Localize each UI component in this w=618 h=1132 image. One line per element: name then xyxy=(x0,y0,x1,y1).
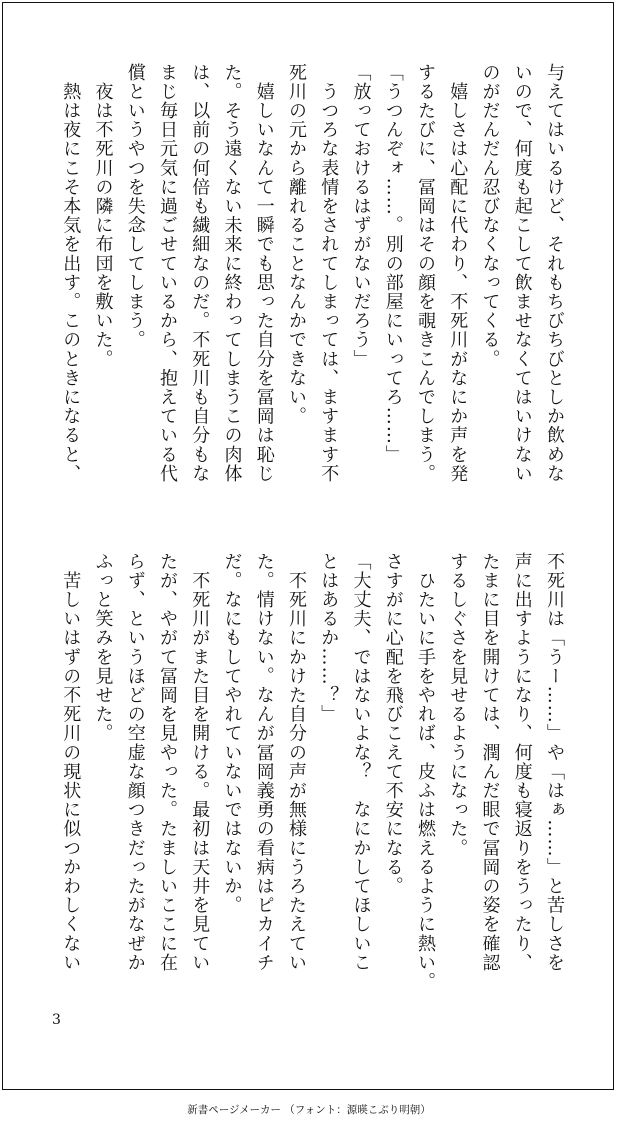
page-number: 3 xyxy=(52,1012,61,1028)
text-line: するしぐさを見せるようになった。 xyxy=(447,552,469,858)
text-line: たまに目を開けては、潤んだ眼で冨岡の姿を確認 xyxy=(479,552,501,973)
text-line: たが、やがて冨岡を見やった。たましいここに在 xyxy=(157,552,178,973)
text-line: 不死川は「うー……」や「はぁ……」と苦しさを xyxy=(544,552,565,973)
text-line: 与えてはいるけど、それもちびちびとしか飲めな xyxy=(544,63,565,484)
page-frame xyxy=(2,2,614,1090)
text-line: 不死川にかけた自分の声が無様にうろたえてい xyxy=(286,552,307,973)
text-line: 熱は夜にこそ本気を出す。このときになると、 xyxy=(60,63,82,484)
text-line: 嬉しさは心配に代わり、不死川がなにか声を発 xyxy=(447,63,469,484)
text-line: は、以前の何倍も繊細なのだ。不死川も自分もな xyxy=(189,63,211,484)
text-line: 「大丈夫、ではないよな？ なにかしてほしいこ xyxy=(350,552,372,973)
text-block-top xyxy=(54,63,570,523)
text-line: 声に出すようになり、何度も寝返りをうったり、 xyxy=(511,552,533,973)
text-line: いので、何度も起こして飲ませなくてはいけない xyxy=(511,63,533,484)
text-line: 苦しいはずの不死川の現状に似つかわしくない xyxy=(60,552,82,973)
text-line: とはあるか……？」 xyxy=(318,552,340,724)
text-line: ひたいに手をやれば、皮ふは燃えるように熱い。 xyxy=(415,552,436,992)
text-line: 「うつんぞォ……。別の部屋にいってろ……」 xyxy=(382,63,404,465)
text-line: のがだんだん忍びなくなってくる。 xyxy=(479,63,501,369)
text-line: ふっと笑みを見せた。 xyxy=(92,552,114,743)
text-line: さすがに心配を飛びこえて不安になる。 xyxy=(382,552,404,896)
page-footer: 新書ページメーカー （フォント：源暎こぶり明朝） xyxy=(187,1104,431,1116)
text-line: 不死川がまた目を開ける。最初は天井を見てい xyxy=(189,552,211,973)
text-line: 夜は不死川の隣に布団を敷いた。 xyxy=(92,63,114,369)
text-line: うつろな表情をされてしまっては、ますます不 xyxy=(318,63,340,484)
text-line: らず、というほどの空虚な顔つきだったがなぜか xyxy=(124,552,146,973)
text-line: 嬉しいなんて一瞬でも思った自分を冨岡は恥じ xyxy=(253,63,275,484)
text-line: まじ毎日元気に過ごせているから、抱えている代 xyxy=(157,63,178,484)
text-line: するたびに、冨岡はその顔を覗きこんでしまう。 xyxy=(415,63,436,484)
text-line: た。そう遠くない未来に終わってしまうこの肉体 xyxy=(221,63,243,484)
text-line: だ。なにもしてやれていないではないか。 xyxy=(221,552,243,915)
text-line: 償というやつを失念してしまう。 xyxy=(124,63,146,350)
text-line: 「放っておけるはずがないだろう」 xyxy=(350,63,372,369)
text-line: た。情けない。なんが冨岡義勇の看病はピカイチ xyxy=(253,552,275,973)
text-line: 死川の元から離れることなんかできない。 xyxy=(286,63,307,426)
text-block-bottom xyxy=(54,552,570,1002)
